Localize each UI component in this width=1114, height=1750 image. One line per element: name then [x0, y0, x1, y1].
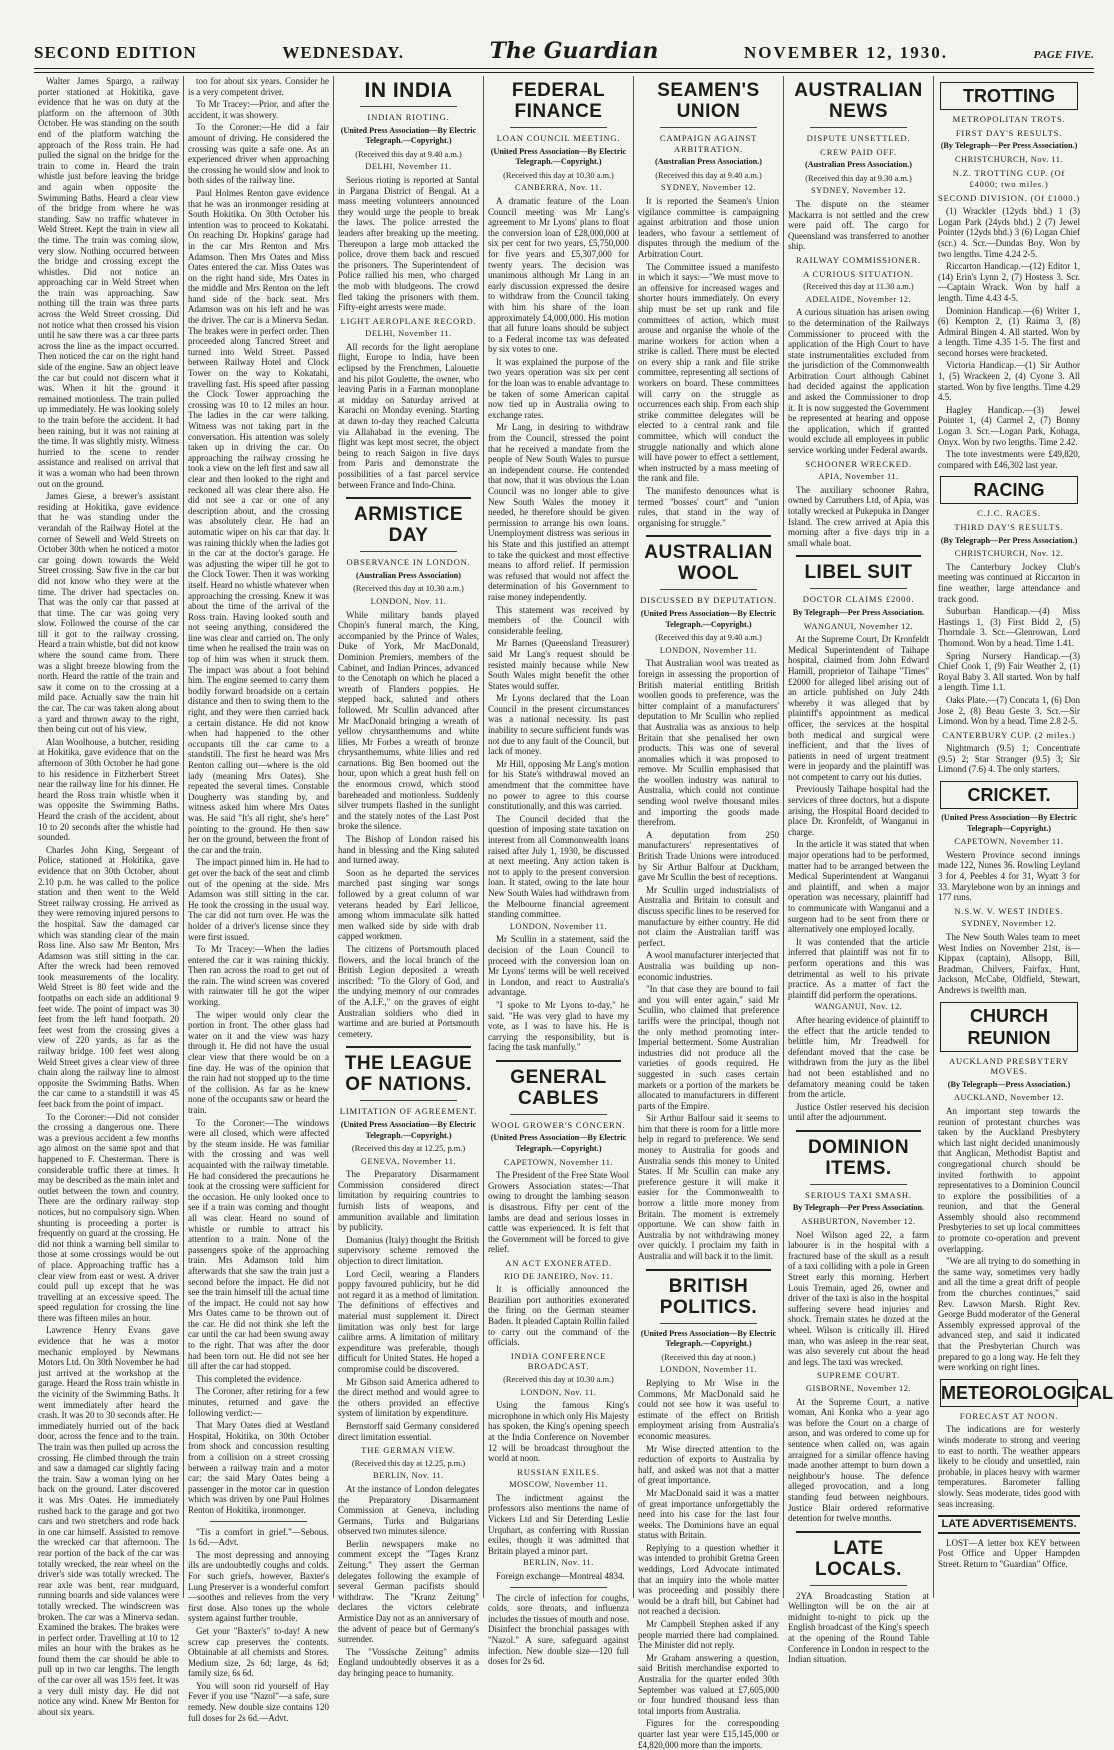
dateline: CANBERRA, Nov. 11.	[514, 183, 602, 193]
dateline: CAPETOWN, November 11.	[503, 1157, 614, 1167]
divider	[510, 127, 607, 128]
weekday-label: WEDNESDAY.	[282, 43, 405, 62]
article-paragraph: The manifesto denounces what is termed "bosses' court" and "union rules, that stand in the way of organising for struggle."	[638, 486, 779, 528]
divider	[496, 1060, 621, 1062]
headline-armistice-day: ARMISTICE DAY	[354, 504, 463, 547]
subheading: LIGHT AEROPLANE RECORD.	[340, 315, 477, 326]
subheading: LIMITATION OF AGREEMENT.	[339, 1106, 478, 1117]
article-paragraph: Soon as he departed the services marched past singing war songs followed by a great column of war veterans headed by Earl Jellicoe, among whom immaculate silk hatted men walked side by side with drab capped workmen.	[338, 867, 479, 942]
paper-title: The Guardian	[489, 38, 659, 64]
article-paragraph: Spring Nursery Handicap.—(3) Chief Cook 1, (9) Fair Weather 2, (1) Royal Baby 3. All started. Won by half a length. Time 1.1.	[938, 650, 1080, 693]
headline-racing: RACING	[940, 476, 1078, 504]
article-paragraph: James Giese, a brewer's assistant residing at Hokitika, gave evidence that he was standing under the verandah of the Railway Hotel at the corner of Sewell and Weld Streets on October 30th when he noticed a motor car going down towards the Weld Street crossing. Saw five in the car but did not know who they were at the time. The driver had spectacles on. That was the only car that passed at that time. The car was going very slow. Followed the course of the car till it got to the railway crossing. Heard a train whistle, but did not know where the sound came from. There was a slight breeze blowing from the north. Heard the rattle of the train and saw it come on to the crossing at a mild pace. Actually saw the train hit the car. The car was taken along about a yard and thrown away to the right, then being cut out of his view.	[38, 491, 179, 735]
advert-paragraph: Get your "Baxter's" to-day! A new screw cap preserves the contents. Obtainable at all chemists and Stores. Medium size, 2s 6d; large, 4s 6d; family size, 6s 6d.	[188, 1625, 329, 1679]
article-paragraph: To the Coroner:—The windows were all closed, which were affected by the steam inside. He was familiar with the crossing and was well acquainted with the railway timetable. He had considered the precautions he took at the crossing were sufficient for the occasion. He only looked once to see if a train was coming and thought all was clear. Heard no sound of whistle or rumble to attract his attention to a train. None of the passengers spoke of the approaching train. Mrs Adamson told him afterwards that she saw the train just a second before the impact. He did not see the train himself till the actual time of the impact. He could not say how Mrs Oates came to be thrown out of the car. He did not think she left the car until the car had been swung away to the right. That was after the door had been torn out. He did not see her till after the car had stopped.	[188, 1117, 329, 1372]
headline-seamens-union: SEAMEN'S UNION	[657, 80, 760, 122]
masthead-rule	[34, 68, 1094, 69]
article-paragraph: The citizens of Portsmouth placed flowers, and the local branch of the British Legion deposited a wreath inscribed: "To the Glory of God, and the undying memory of our comrades of the A.I.F.," on the graves of eight Australian soldiers who died in wartime and are buried at Portsmouth cemetery.	[338, 943, 479, 1039]
subheading: C.J.C. RACES.	[977, 508, 1041, 519]
received-line: (Received this day at 10.30 a.m.)	[503, 1374, 614, 1384]
dateline: RIO DE JANEIRO, Nov. 11.	[503, 1271, 614, 1281]
article-paragraph: Hagley Handicap.—(3) Jewel Pointer 1, (4) Carmel 2, (7) Bonny Logan 3. Scr.—Logan Park, Kohaga, Onyx. Won by two lengths. Time 2.42.	[938, 404, 1080, 447]
divider	[810, 1184, 907, 1185]
subheading: THIRD DAY'S RESULTS.	[954, 522, 1064, 532]
article-paragraph: The President of the Free State Wool Growers Association states:—That owing to drought the lambing season is disastrous. Fifty per cent of the lambs are dead and serious losses in cattle was experienced. It is felt that the Government will be forced to give relief.	[488, 1170, 629, 1255]
divider	[346, 497, 471, 499]
headline-meteorological: METEOROLOGICAL	[940, 1379, 1078, 1407]
dateline: CHRISTCHURCH, Nov. 11.	[954, 154, 1064, 164]
article-paragraph: Lord Cecil, wearing a Flanders poppy favoured publicity, but he did not regard it as a method of limitation. The definitions of effectives and material must supplement it. Direct limitation was only best for large calibre arms. A limitation of military expenditure was preferable, though difficult for United States. He hoped a compromise could be discovered.	[338, 1268, 479, 1374]
headline-australian-news: AUSTRALIAN NEWS	[794, 80, 923, 122]
subheading: SUPREME COURT.	[816, 1370, 901, 1381]
article-paragraph: That Australian wool was treated as foreign in assessing the proportion of British material entitling British woollen goods to preference, was the bitter complaint of a manufacturers' deputation to Mr Scullin who replied that Australia was as anxious to help Britain that she penalised her own products. This was one of several anomalies which it was proposed to remove. Mr Scullin emphasised that the woollen industry was natural to Australia, which could not continue sending wool twelve thousand miles and importing the goods made therefrom.	[638, 658, 779, 828]
divider	[646, 535, 771, 537]
divider	[510, 1587, 607, 1588]
article-paragraph: The Committee issued a manifesto in which it says:—"We must move to an offensive for increased wages and shorter hours immediately. On every ship must be set up rank and file committees of action, which must arouse and organise the whole of the marine workers for action when a strike is called. There must be elected on every ship a rank and file strike committee, representing all sections of workers on board. These committees will carry on the struggle as occurrences each ship. From each ship strike committee delegates will be elected to a central rank and file committee, which will conduct the struggle nationally and which alone will have power to effect a settlement, when instructed by a mass meeting of the rank and file.	[638, 261, 779, 484]
dateline: MOSCOW, November 11.	[509, 1480, 608, 1490]
article-paragraph: The New South Wales team to meet West Indies on November 21st, is—Kippax (captain), Allsopp, Bill, Bradman, Chilvers, Fairfax, Hunt, Jackson, McCabe, Oldfield, Stewart, Andrews is twelfth man.	[938, 932, 1080, 995]
column-3	[334, 76, 484, 1678]
headline-trotting: TROTTING	[940, 82, 1078, 110]
headline-libel-suit: LIBEL SUIT	[804, 562, 913, 584]
article-paragraph: An important step towards the reunion of protestant churches was taken by the Auckland Presbytery which last night decided unanimously that Anglican, Methodist Baptist and congregational church should be invited forthwith to appoint representatives to a Dominion Council to explore the possibilities of a reunion, and that the General Assembly should also recommend Presbyteries to set up local committees to promote co-operation and prevent overlapping.	[938, 1105, 1080, 1254]
divider	[810, 1585, 907, 1586]
article-paragraph: To Mr Tracey:—Prior, and after the accident, it was showery.	[188, 99, 329, 120]
subheading: AUCKLAND PRESBYTERY MOVES.	[948, 1055, 1069, 1077]
dateline: LONDON, Nov. 11.	[370, 596, 447, 606]
dateline: WANGANUI, November 12.	[803, 621, 914, 631]
masthead-rule-2	[34, 72, 1094, 73]
article-paragraph: Mr Graham answering a question, said British merchandise exported to Australia for the quarter ended 30th September was valued at £7,605,000 or four hundred thousand less than total imports from Australia.	[638, 1652, 779, 1716]
headline-late-locals: LATE LOCALS.	[815, 1537, 902, 1580]
article-paragraph: A deputation from 250 manufacturers' representatives of British Trade Unions were introduced by Sir Arthur Balfour at Duckham, gave Mr Scullin the best of receptions.	[638, 829, 779, 883]
article-paragraph: Mr Hill, opposing Mr Lang's motion for his State's withdrawal moved an amendment that the committee have no power to agree to this course constitutionally, and this was carried.	[488, 758, 629, 812]
credit-line: (Australian Press Association)	[356, 570, 461, 580]
subheading: N.S.W. V. WEST INDIES.	[954, 905, 1064, 916]
masthead	[34, 38, 1094, 68]
article-paragraph: Dominion Handicap.—(6) Writer 1, (6) Kempton 2, (1) Raima 3, (8) Admiral Bingen 4. All started. Won by a length. Time 4.35 1-5. The first and second horses were bracketed.	[938, 305, 1080, 358]
article-paragraph: Suburban Handicap.—(4) Miss Hastings 1, (3) First Bidd 2, (5) Thorndale 3. Scr.—Glenrowan, Lord Thomond. Won by a head. Time 1.41.	[938, 606, 1080, 648]
article-paragraph: Domanius (Italy) thought the British supervisory scheme removed the objection to direct limitation.	[338, 1234, 479, 1267]
article-paragraph: Replying to a question whether it was intended to prohibit Gretna Green weddings, Lord Advocate intimated that an inquiry into the whole matter was proceeding and possibly there would be a draft bill, but Cabinet had not reached a decision.	[638, 1542, 779, 1617]
received-line: (Received this day at 9.40 a.m.)	[655, 633, 762, 643]
credit-line: (Australian Press Association.)	[805, 160, 912, 170]
article-paragraph: Nightmarch (9.5) 1; Concentrate (9.5) 2; Star Stranger (9.5) 3; Sir Limond (7.6) 4. The only starters.	[938, 743, 1080, 775]
divider	[646, 1269, 771, 1271]
article-paragraph: The "Vossische Zeitung" admits England undoubtedly observes it as a day bringing peace to humanity.	[338, 1646, 479, 1678]
article-paragraph: Victoria Handicap.—(1) Sir Author 1, (5) Wrackeen 2, (4) Cyone 3. All started. Won by five lengths. Time 4.29 4.5.	[938, 360, 1080, 403]
dateline: DELHI, November 11.	[365, 329, 452, 339]
received-line: (Received this day at 12.25, p.m.)	[351, 1144, 466, 1154]
article-paragraph: The Council decided that the question of imposing state taxation on interest from all Commonwealth loans raised after July 1, 1930, be discussed at next meeting. Any action taken is not to apply to the present conversion loan. It stated, owing to the late hour New South Wales had withdrawn from the Melbourne financial agreement standing committee.	[488, 813, 629, 920]
credit-line: (By Telegraph—Per Press Association.)	[940, 141, 1078, 151]
page-columns	[34, 76, 1113, 1750]
advert-paragraph: The circle of infection for coughs, colds, sore throats, and influenza includes the tissues of mouth and nose. Disinfect the bronchial passages with "Nazol." A sure, safeguard against infection. New double size—120 full doses for 2s 6d.	[488, 1592, 629, 1667]
article-paragraph: The indictment against the professors also mentions the name of Vickers Ltd and Sir Deterding Leslie Urquhart, as conferring with Russian exiles, though it was admitted that Britain played a minor part.	[488, 1492, 629, 1556]
subheading: METROPOLITAN TROTS.	[952, 114, 1066, 124]
article-paragraph: Mr Campbell Stephen asked if any people married there had complained. The Minister did not reply.	[638, 1619, 779, 1651]
article-paragraph: The tote investments were £49,820, compared with £46,302 last year.	[938, 449, 1080, 470]
edition-label: SECOND EDITION	[34, 43, 197, 62]
subheading: INDIA CONFERENCE BROADCAST.	[510, 1350, 607, 1372]
received-line: (Received this day at 9.30 a.m.)	[805, 173, 912, 183]
subheading: CANTERBURY CUP. (2 miles.)	[942, 729, 1076, 740]
article-paragraph: Riccarton Handicap.—(12) Editor 1, (14) Erin's Lynn 2, (7) Hostess 3. Scr.—Captain Wrack. Won by half a length. Time 4.43 4-5.	[938, 261, 1080, 303]
subheading: SERIOUS TAXI SMASH.	[805, 1189, 912, 1200]
article-paragraph: Mr Gibson said America adhered to the direct method and would agree to the others provided an effective system of limitation by expenditure.	[338, 1376, 479, 1419]
article-paragraph: Mr Lang, in desiring to withdraw from the Council, stressed the point that he received a mandate from the people of New South Wales to pursue an independent course. He contended that now, that it was obvious the Loan Council was no longer able to give New South Wales the money it needed, he therefore should be given permission to arrange his own loans. Unemployment distress was serious in his State and this justified an attempt to take the quickest and most effective means to afford relief. If permission was refused that would not affect the determination of his Government to raise money independently.	[488, 422, 629, 602]
divider	[360, 551, 457, 552]
dateline: LONDON, Nov. 11.	[520, 1387, 597, 1397]
subheading: AN ACT EXONERATED.	[505, 1258, 612, 1268]
headline-australian-wool: AUSTRALIAN WOOL	[644, 542, 773, 585]
article-paragraph: Serious rioting is reported at Santal in Pargana District of Bengal. At a mass meeting volunteers announced they would urge the people to break the laws. The police arrested the leaders after breaking up the meeting. Thereupon a large mob attacked the police, drove them back and rescued the prisoners. The Superintendent of Police rallied his men, who charged the mob with bludgeons. The crowd fled taking the prisoners with them. Fifty-eight arrests were made.	[338, 174, 479, 313]
advert-paragraph: "Tis a comfort in grief."—Sebous. 1s 6d.—Advt.	[188, 1526, 329, 1548]
article-paragraph: Mr Scullin in a statement, said the decision of the Loan Council to proceed with the conversion loan on Mr Lyons' terms will be well received in London, and react to Australia's advantage.	[488, 934, 629, 998]
divider	[796, 1531, 921, 1533]
column-5	[634, 76, 784, 1750]
subheading: SECOND DIVISION. (Of £1000.)	[938, 192, 1080, 203]
credit-line: By Telegraph—Per Press Association.	[792, 607, 925, 617]
headline-in-india: IN INDIA	[364, 79, 453, 102]
advert-paragraph: The most depressing and annoying ills are undoubtedly coughs and colds. For such griefs, however, Baxter's Lung Preserver is a wonderful comfort—soothes and relieves from the very first dose. Also tones up the whole system against further trouble.	[188, 1549, 329, 1624]
article-paragraph: Previously Taihape hospital had the services of three doctors, but a dispute arising, the Hospital Board decided to place Dr. Kronfeldt, of Wanganui in charge.	[788, 784, 929, 837]
article-paragraph: Charles John King, Sergeant of Police, stationed at Hokitika, gave evidence that on 30th October, about 2.10 p.m. he was called to the police station and then went to the Weld Street railway crossing. He arrived as they were removing injured persons to the hospital. Saw the damaged car which was standing clear of the main Ross line. Also saw Mr Benton, Mrs Adamson was still sitting in the car. After the wreck had been removed took measurements of the locality. Weld Street is 80 feet wide and the footpaths on each side an additional 9 feet wide. The point of impact was 30 feet from the left hand footpath. 20 feet west from the crossing gives a view of 220 yards, as far as the railway bridge. 100 feet west along Weld Street gives a clear view of three chain along the railway line to almost opposite the Swimming Baths. When the car came to a standstill it was 45 feet back from the point of impact.	[38, 844, 179, 1109]
credit-line: (United Press Association—By Electric Telegraph.—Copyright.)	[340, 125, 477, 146]
subheading: FIRST DAY'S RESULTS.	[955, 127, 1063, 138]
article-paragraph: Paul Holmes Renton gave evidence that he was an ironmonger residing at South Hokitika. On 30th October his intention was to proceed to Kokatahi. On reaching Dr. Hopkins' garage had in the car Mrs Renton and Mrs Adamson. Then Mrs Oates and Miss Oates entered the car. Miss Oates was on the right hand side, Mrs Oates in the middle and Mrs Renton on the left hand side of the back seat. Mrs Adamson was on his left and he was the driver. The car is a Minerva Sedan. The brakes were in perfect order. Then proceeded along Tancred Street and turned into Weld Street. Passed between Railway Hotel and Clock Tower on the way to Kokatahi, travelling fast. His speed after passing the Clock Tower approaching the crossing was 10 to 12 miles an hour. The ladies in the car were talking. Witness was not taking part in the conversation. His attention was solely taken up in driving the car. On approaching the railway crossing he took a view on the left first and saw all clear and then looked to the right and reckoned all was clear there also. He did not see a car or one of any description about, and the crossing was absolutely clear. He had an automatic wiper on his car that day. It was raining thickly when the ladies got in the car at the doctor's garage. He was adjusting the wiper till he got to the Clock Tower. Then it was working itself. Heard no whistle whatever when approaching the crossing. Knew it was about the time of the arrival of the Ross train. Having looked south and not seeing anything, considered the line was clear and carried on. The only time when he realised the train was on top of him was when it struck them. The impact was about a foot behind him. The engine seemed to carry them bodily forward broadside on a certain distance and then to swing them to the right, and they were then carried back a certain distance. He did not know when had happened to the other occupants till the car came to a standstill. The first he heard was Mrs Renton calling out—where is the old lady (meaning Mrs Oates). She repeated the several times. Constable Dougherty was standing by, and witness asked him where Mrs Oates was. He said "It's all right, she's here" pointing to the ground. He then saw her on the ground, between the front of the car and the train.	[188, 187, 329, 855]
subheading: SCHOONER WRECKED.	[805, 458, 912, 469]
subheading: OBSERVANCE IN LONDON.	[346, 557, 471, 568]
subheading: CREW PAID OFF.	[820, 146, 897, 157]
article-paragraph: Noel Wilson aged 22, a farm labourer is in the hospital with a fractured base of the skull as a result of a taxi colliding with a pole in Green Street early this morning. Herbert Louis Tremain, aged 26, owner and driver of the taxi is also in the hospital suffering severe head injuries and shock. Tremain states he dozed at the wheel. Wilson is critically ill. Hired man, who was asleep in the rear seat, was also severely cut about the head and legs. The taxi was wrecked.	[788, 1229, 929, 1367]
article-paragraph: Mr Wise directed attention to the reduction of exports to Australia by half, and asked was not that a matter of great importance.	[638, 1443, 779, 1486]
credit-line: (Australian Press Association.)	[655, 157, 762, 167]
subheading: RAILWAY COMMISSIONER.	[796, 254, 921, 265]
dateline: GISBORNE, November 12.	[806, 1383, 911, 1393]
received-line: (Received this day at 10.30 a.m.)	[503, 170, 614, 180]
article-paragraph: The dispute on the steamer Mackarra is not settled and the crew were paid off. The cargo for Queensland was transferred to another ship.	[788, 198, 929, 252]
article-paragraph: All records for the light aeroplane flight, Europe to India, have been eclipsed by the Frenchmen, Lalouette and his pilot Goulette, the owner, who leaving Paris in a Farman monoplane at midday on Saturday arrived at Karachi on Monday evening. Starting at dawn to-day they reached Calcutta via Allahabad in the evening. The flight was kept most secret, the object being to reach Saigon in five days from Paris and demonstrate the possibilities of a fast parcel service between France and Indo-China.	[338, 341, 479, 490]
article-paragraph: 2YA Broadcasting Station at Wellington will be on the air at midnight to-night to pick up the English broadcast of the King's speech at the opening of the Round Table Conference in London in respect to the Indian situation.	[788, 1590, 929, 1665]
issue-date: NOVEMBER 12, 1930.	[743, 43, 949, 62]
credit-line: (United Press Association—By Electric Telegraph.—Copyright.)	[490, 1133, 627, 1154]
column-6	[784, 76, 934, 1665]
subheading: DISCUSSED BY DEPUTATION.	[640, 595, 777, 606]
credit-line: (United Press Association—By Electric Telegraph.—Copyright.)	[640, 608, 777, 629]
column-7	[934, 76, 1113, 1598]
article-paragraph: Justice Ostler reserved his decision until after the adjournment.	[788, 1101, 929, 1123]
headline-church-reunion: CHURCH REUNION	[940, 1002, 1078, 1052]
article-paragraph: Using the famous King's microphone in which only His Majesty has spoken, the King's opening speech at the India Conference on November 12 will be broadcast throughout the world at noon.	[488, 1400, 629, 1464]
column-1	[34, 76, 184, 1717]
advert-paragraph: You will soon rid yourself of Hay Fever if you use "Nazol"—a safe, sure remedy. New double size contains 120 full doses for 2s 6d.—Advt.	[188, 1680, 329, 1723]
divider	[810, 127, 907, 128]
article-paragraph: The Coroner, after retiring for a few minutes, returned and gave the following verdict:—	[188, 1386, 329, 1418]
article-paragraph: A dramatic feature of the Loan Council meeting was Mr Lang's agreement to Mr Lyons' plans to float the conversion loan of £28,000,000 at six per cent for two years, £5,750,000 for five years and £5,307,000 for twenty years. The decision was unanimous although Mr Lang in an early discussion expressed the desire to withdraw from the Council taking with him his share of the loan approximately £4,000,000. His motion that all future loans should be subject to a Federal income tax was defeated by six votes to one.	[488, 195, 629, 355]
subheading: DISPUTE UNSETTLED.	[806, 133, 911, 143]
divider	[660, 589, 757, 590]
received-line: (Received this day at 10.30 a.m.)	[353, 584, 464, 594]
subheading: FORECAST AT NOON.	[959, 1410, 1059, 1421]
article-paragraph: A curious situation has arisen owing to the determination of the Railways Commissioner to proceed with the application of the High Court to have state instrumentalities excluded from the jurisdiction of the Commonwealth Arbitration Court although Cabinet had decided against the application and asked the Commissioner to drop it. It is now suggested the Government be represented at hearing and oppose the application, which if granted would exclude all employees in public service working under Federal awards.	[788, 307, 929, 456]
subheading: A CURIOUS SITUATION.	[803, 268, 914, 279]
subheading: WOOL GROWER'S CONCERN.	[491, 1119, 626, 1130]
headline-british-politics: BRITISH POLITICS.	[659, 1275, 758, 1318]
article-paragraph: It is officially announced the Brazilian port authorities exonerated the firing on the German steamer Baden. It pleaded Captain Rollin failed to carry out the command of the officials.	[488, 1284, 629, 1348]
article-paragraph: After hearing evidence of plaintiff to the effect that the article tended to belittle him, Mr Treadwell for defendant moved that the case be withdrawn from the jury as the libel had not been established and no defamatory meaning could be taken from the article.	[788, 1014, 929, 1100]
received-line: (Received this day at 12.25, p.m.)	[351, 1458, 466, 1468]
received-line: (Received this day at 9.40 a.m.)	[655, 170, 762, 180]
article-paragraph: Lawrence Henry Evans gave evidence that he was a motor mechanic employed by Newmans Motors Ltd. On 30th November he had just arrived at the workshop at the garage. Heard the Ross train whistle in the vicinity of the Swimming Baths. It went immediately after heard the crash. It was 20 to 30 seconds after. He immediately hurried out of the back door, across the fence and to the train. The train was then pulled up across the crossing. He climbed through the train and saw a damaged car slightly facing the train. Saw a woman lying on her back on the ground. Later discovered it was Mrs Oates. He immediately rushed back to the garage and got two cars and two stretchers and rode back in one car himself. Assisted to remove the wrecked car that afternoon. The rear portion of the back of the car was totally wrecked, the rear wheel on the driver's side was totally wrecked. The rear axle was bent, rear mudguard, running boards and side valances were totally wrecked. The windscreen was broken. The car was a Minerva sedan. Examined the brakes. The brakes were in perfect order. Travelling at 10 to 12 miles an hour with the brakes as he found them the car should be able to pull up in two car lengths. The length of the car over all was 15½ feet. It was a very dull misty day. He did not notice any wind. Knew Mr Benton for about six years.	[38, 1325, 179, 1717]
article-paragraph: The auxiliary schooner Rahra, owned by Carruthers Ltd, of Apia, was totally wrecked at Pukepuka in Danger Island. The crew arrived at Apia this morning after a five days trip in a small whale boat.	[788, 484, 929, 548]
dateline: AUCKLAND, November 12.	[953, 1093, 1065, 1103]
subheading: INDIAN RIOTING.	[367, 112, 450, 122]
article-paragraph: Mr Barnes (Queensland Treasurer) said Mr Lang's request should be resisted mainly because while New South Wales might benefit the other States would suffer.	[488, 638, 629, 691]
article-paragraph: While military bands played Chopin's funeral march, the King, accompanied by the Prince of Wales, Duke of York, Mr MacDonald, Dominion Premiers, members of the Cabinet, and Indian Princes, advanced to the Cenotaph on which he placed a wreath of Flanders poppies. He stepped back, saluted and others followed. Mr Scullin advanced after Mr MacDonald bringing a wreath of yellow chrysanthemums and white lilies, Mr Forbes a wreath of bronze chrysanthemums, white lilies and red carnations. Big Ben boomed out the hour, upon which a great hush fell on the enormous crowd, which stood bareheaded and motionless. Suddenly silver trumpets flashed in the sunlight and the stately notes of the Last Post broke the silence.	[338, 609, 479, 832]
article-paragraph: In the article it was stated that when major operations had to be performed, matter had to be arranged between the Medical Superintendent at Wanganui and plaintiff, and when a major operation was necessary, plaintiff had to communicate with Wanganui and a surgeon had to be sent from there or alternatively one employed locally.	[788, 839, 929, 935]
credit-line: (United Press Association—By Electric Telegraph.—Copyright.)	[490, 146, 627, 167]
article-paragraph: The wiper would only clear the portion in front. The other glass had water on it and the view was hazy through it. He did not have the usual clear view that there would be on a fine day. He was of the opinion that the rain had not stopped up to the time of the collision. As far as he knew none of the occupants saw or heard the train.	[188, 1009, 329, 1115]
headline-league-of-nations: THE LEAGUE OF NATIONS.	[344, 1053, 473, 1096]
dateline: APIA, November 11.	[818, 472, 899, 482]
divider	[810, 588, 907, 589]
received-line: (Received this day at 9.40 a.m.)	[355, 149, 462, 159]
headline-cricket: CRICKET.	[940, 781, 1078, 809]
page-number: PAGE FIVE.	[1033, 49, 1094, 61]
divider	[346, 1046, 471, 1048]
article-paragraph: The Preparatory Disarmament Commission considered direct limitation by requiring countries to furnish lists of weapons, and ammunition available and limitation by publicity.	[338, 1169, 479, 1233]
headline-federal-finance: FEDERAL FINANCE	[511, 80, 606, 122]
divider	[360, 106, 457, 107]
article-paragraph: Bernstorff said Germany considered direct limitation essential.	[338, 1420, 479, 1442]
article-paragraph: To Mr Tracey:—When the ladies entered the car it was raining thickly. Then ran across the road to get out of the rain. The wind screen was covered with rainwater till he got the wiper working.	[188, 944, 329, 1008]
article-paragraph: too for about six years. Consider he is a very competent driver.	[188, 76, 329, 97]
article-paragraph: At the instance of London delegates the Preparatory Disarmament Commission at Geneva, including Germans, Turks and Bulgarians observed two minutes silence.	[338, 1483, 479, 1537]
article-paragraph: Western Province second innings made 122, Nunes 36. Rowling Leyland 3 for 4, Peebles 4 for 31, Wyatt 3 for 33. Marylebone won by an innings and 177 runs.	[938, 849, 1080, 903]
dateline: BERLIN, Nov. 11.	[373, 1471, 444, 1481]
credit-line: (By Telegraph—Per Press Association.)	[940, 535, 1078, 545]
column-4	[484, 76, 634, 1667]
subheading: CAMPAIGN AGAINST ARBITRATION.	[659, 133, 758, 154]
article-paragraph: "We are all trying to do something in the same way, sometimes very badly and all the time a great drift of people from the churches continues," said Rev. Lawson Marsh. Right Rev. George Budd moderator of the General Assembly expressed approval of the advanced step, and said it indicated that the Presbyterian Church was prepared to go a long way. He felt they were working on right lines.	[938, 1256, 1080, 1373]
subheading: THE GERMAN VIEW.	[361, 1445, 456, 1456]
article-paragraph: Alan Woolhouse, a butcher, residing at Hokitika, gave evidence that on the afternoon of 30th October he had gone to his residence in Fitzherbert Street near the railway line for his dinner. He heard the Ross train whistle when it was opposite the Swimming Baths. Heard the crash of the accident, about 10 to 20 seconds after the whistle had sounded.	[38, 736, 179, 843]
article-paragraph: A wool manufacturer interjected that Australia was building up non-economic industries.	[638, 950, 779, 982]
article-paragraph: Sir Arthur Balfour said it seems to him that there is room for a little more help in regard to preference. We send money to Australia for goods and Australia sends this money to United States. If Mr Scullin can make any preference gesture it will make it easier for the Commonwealth to borrow a little more money from Britain. The moment is extremely opportune. We can show faith in Australia by not withdrawing money over quickly. I proclaim my faith in Australia and will back it to the limit.	[638, 1113, 779, 1261]
article-paragraph: The indications are for westerly winds moderate to strong and veering to east to north. The weather appears likely to be cloudy and unsettled, rain probable, in places heavy with warmer temperatures. Barometer falling slowly. Seas moderate, tides good with seas increasing.	[938, 1424, 1080, 1509]
article-paragraph: At the Supreme Court, a native woman, Ani Konka who a year ago was before the Court on a charge of arson, and was ordered to come up for sentence when called on, was again arraigned for a similar offence having made another attempt to burn down a neighbour's house. The defence alleged provocation, and a long standing feud between neighbours. Justice Blair ordered reformative detention for twelve months.	[788, 1396, 929, 1524]
dateline: SYDNEY, November 12.	[811, 186, 906, 196]
dateline: ASHBURTON, November 12.	[801, 1217, 916, 1227]
divider	[660, 1323, 757, 1324]
divider	[796, 1130, 921, 1132]
column-2	[184, 76, 334, 1723]
dateline: SYDNEY, November 12.	[961, 919, 1057, 929]
subheading: DOCTOR CLAIMS £2000.	[802, 594, 915, 605]
credit-line: (United Press Association—By Electric Telegraph—Copyright.)	[941, 813, 1077, 833]
subheading: N.Z. TROTTING CUP. (Of £4000; two miles.)	[952, 168, 1066, 189]
headline-general-cables: GENERAL CABLES	[510, 1066, 607, 1109]
article-paragraph: Mr Scullin urged industrialists of Australia and Britain to consult and discuss specific lines to be reserved for manufacture by either country. He did not claim the Australian tariff was perfect.	[638, 884, 779, 948]
received-line: (Received this day at noon.)	[661, 1352, 756, 1362]
dateline: WANGANUI, Nov. 12.	[814, 1002, 903, 1012]
article-paragraph: "In that case they are bound to fail and you will enter again," said Mr Scullin, who claimed that preference tariffs were the principal, though not the only method promoting inter-Imperial betterment. Some Australian industries did not produce all the varieties of goods required. He suggested in such cases certain markets or a portion of the markets be allocated to manufacturers in different parts of the Empire.	[638, 984, 779, 1111]
article-paragraph: (1) Wrackler (12yds bhd.) 1 (3) Logan Park (24yds bhd.) 2 (7) Jewel Pointer (12yds bhd.) 3 (6) Logan Chief (scr.) 4. Scr.—Dundas Boy. Won by two lengths. Time 4.24 2-5.	[938, 206, 1080, 259]
late-ads-heading: LATE ADVERTISEMENTS.	[938, 1515, 1080, 1534]
article-paragraph: Berlin newspapers make no comment except the "Tages Kranz Zeitung." They assert the German delegates following the example of several German pacifists should withdraw. The "Kranz Zeitung" declares the victors celebrate Armistice Day not as an anniversary of the advent of peace but of Germany's surrender.	[338, 1538, 479, 1645]
dateline: ADELAIDE, November 12.	[805, 294, 912, 304]
headline-dominion-items: DOMINION ITEMS.	[807, 1136, 910, 1179]
article-paragraph: It was contended that the article inferred that plaintiff was not fit to perform operations and this was detrimental as well to his private practice. As a matter of fact the plaintiff did perform the operations.	[788, 936, 929, 1000]
credit-line: By Telegraph—Per Press Association.	[792, 1203, 925, 1213]
dateline: CHRISTCHURCH, Nov. 12.	[954, 549, 1064, 559]
dateline: CAPETOWN, November 11.	[954, 837, 1064, 847]
article-paragraph: To the Coroner:—Did not consider the crossing a dangerous one. There was a previous accident a few months ago almost on the same spot and that happened to F. Chesterman. There is considerable traffic there at times. It may be described as the main inlet and outlet between the town and country. There are the ordinary railway stop notices, but no compulsory sign. When shunting is proceeding a porter is frequently on guard at the crossing. He did not think a warning bell similar to those at some crossings would be out of place. Approaching traffic has a clear view from east or west. A driver could pull up except that he was travelling at an excessive speed. The speed regulation for crossing the line there was fifteen miles an hour.	[38, 1111, 179, 1323]
dateline: BERLIN, Nov. 11.	[523, 1558, 594, 1568]
article-paragraph: Figures for the corresponding quarter last year were £15,145,000 or £4,820,000 more than the imports.	[638, 1718, 779, 1750]
article-paragraph: This statement was received by members of the Council with considerable feeling.	[488, 604, 629, 636]
divider	[660, 127, 757, 128]
dateline: DELHI, November 11.	[365, 162, 452, 172]
divider	[796, 555, 921, 557]
article-paragraph: It is reported the Seamen's Union vigilance committee is campaigning against arbitration and those union leaders, who favour a settlement of disputes through the medium of the Arbitration Court.	[638, 195, 779, 259]
dateline: GENEVA, November 11.	[360, 1156, 457, 1166]
received-line: (Received this day at 11.30 a.m.)	[803, 282, 914, 292]
dateline: SYDNEY, November 12.	[661, 183, 756, 193]
article-paragraph: Foreign exchange—Montreal 4834.	[496, 1571, 625, 1582]
credit-line: (By Telegraph—Press Association.)	[947, 1079, 1071, 1089]
credit-line: (United Press Association—By Electric Telegraph.—Copyright.)	[340, 1119, 477, 1140]
article-paragraph: The Canterbury Jockey Club's meeting was continued at Riccarton in fine weather, large attendance and track good.	[938, 561, 1080, 604]
article-paragraph: Mr MacDonald said it was a matter of great importance unforgettably the need into his case for the last four weeks. The Dominions have an equal status with Britain.	[638, 1487, 779, 1541]
subheading: LOAN COUNCIL MEETING.	[496, 133, 621, 143]
credit-line: (United Press Association—By Electric Telegraph.—Copyright.)	[640, 1328, 777, 1349]
article-paragraph: The impact pinned him in. He had to get over the back of the seat and climb out of the opening at the side. Mrs Adamson was still sitting in the car. He took the crossing in the usual way. The car did not turn over. He was the holder of a driver's license since they were first issued.	[188, 857, 329, 942]
article-paragraph: The Bishop of London raised his hand in blessing and the King saluted and turned away.	[338, 834, 479, 866]
dateline: LONDON, November 11.	[509, 921, 608, 931]
dateline: LONDON, November 11.	[659, 1365, 758, 1375]
subheading: RUSSIAN EXILES.	[517, 1466, 600, 1477]
article-paragraph: It was explained the purpose of the two years operation was six per cent for the loan was to enable advantage to be taken of some American capital now tied up in Australia owing to exchange rates.	[488, 356, 629, 420]
article-paragraph: "I spoke to Mr Lyons to-day," he said. "He was very glad to have my vote, as I was to have his. He is carrying the responsibility, but is facing the task manfully."	[488, 999, 629, 1053]
article-paragraph: Mr Lyons declared that the Loan Council in the present circumstances was a national necessity. Its past inability to secure sufficient funds was not due to any fault of the Council, but lack of money.	[488, 693, 629, 757]
article-paragraph: Oaks Plate.—(7) Concata 1, (6) Don Jose 2, (8) Beau Geste 3. Scr.—Sir Limond. Won by a head. Time 2.8 2-5.	[938, 694, 1080, 727]
classified-ad: LOST—A letter box KEY between Post Office and Upper Hampden Street. Return to "Guardian" Office.	[938, 1537, 1080, 1569]
article-paragraph: At the Supreme Court, Dr Kronfeldt Medical Superintendent of Taihape hospital, claimed from John Edward Hamill, proprietor of Taihape "Times" £2000 for alleged libel arising out of an article published on July 24th whereby it was alleged that by plaintiff's appointment as medical officer, the services at the hospital both medical and surgical were inefficient, and that the lives of patients in need of urgent treatment were in jeopardy and the plaintiff was not competent to carry out his duties.	[788, 634, 929, 782]
divider	[210, 1521, 307, 1522]
divider	[360, 1100, 457, 1101]
article-paragraph: This completed the evidence.	[196, 1373, 302, 1384]
article-paragraph: To the Coroner:—He did a fair amount of driving. He considered the crossing was quite a safe one. As an experienced driver when approaching the crossing he would slow and look to both sides of the railway line.	[188, 122, 329, 186]
article-paragraph: Walter James Spargo, a railway porter stationed at Hokitika, gave evidence that he was on duty at the platform on the afternoon of 30th October. He was standing on the south end of the platform watching the approach of the Ross train. He had pulled the signal on the bridge for the train to come in. Heard the train whistle just before leaving the bridge and again when opposite the Swimming Baths. Heard a clear view of the bridge from where he was standing. Saw no traffic whatever in Weld Street. Kept the train in view all the time. The train was coming slow, very slow. Nothing occurred between the bridge and crossing except the whistles. Did not notice an approaching car in Weld Street when the train was approaching. Saw nothing till the train was three parts across the Weld Street crossing. Did not notice what then crossed his vision until he saw there was a car three parts across the line as the impact occurred. Then noticed the car on the right hand side of the engine. Saw an object leave the car but could not discern what it was. When it hit the ground it remained motionless. The train pulled up immediately. He was looking solely to the train before the accident. It had been raining, but it was not raining at the time. It was slightly misty. Witness hurried to the scene to render assistance and realised on arrival that it was a woman who had been thrown out on the ground.	[38, 76, 179, 489]
article-paragraph: Replying to Mr Wise in the Commons, Mr MacDonald said he could not see how it was useful to estimate of the effect on British employment arising from Australia's economic measures.	[638, 1377, 779, 1441]
article-paragraph: That Mary Oates died at Westland Hospital, Hokitika, on 30th October from shock and concussion resulting from a collision on a street crossing between a railway train and a motor car; the said Mary Oates being a passenger in the motor car in question which was driven by one Paul Holmes Renton of Hokitika, ironmonger.	[188, 1420, 329, 1515]
divider	[510, 1114, 607, 1115]
dateline: LONDON, November 11.	[659, 645, 758, 655]
